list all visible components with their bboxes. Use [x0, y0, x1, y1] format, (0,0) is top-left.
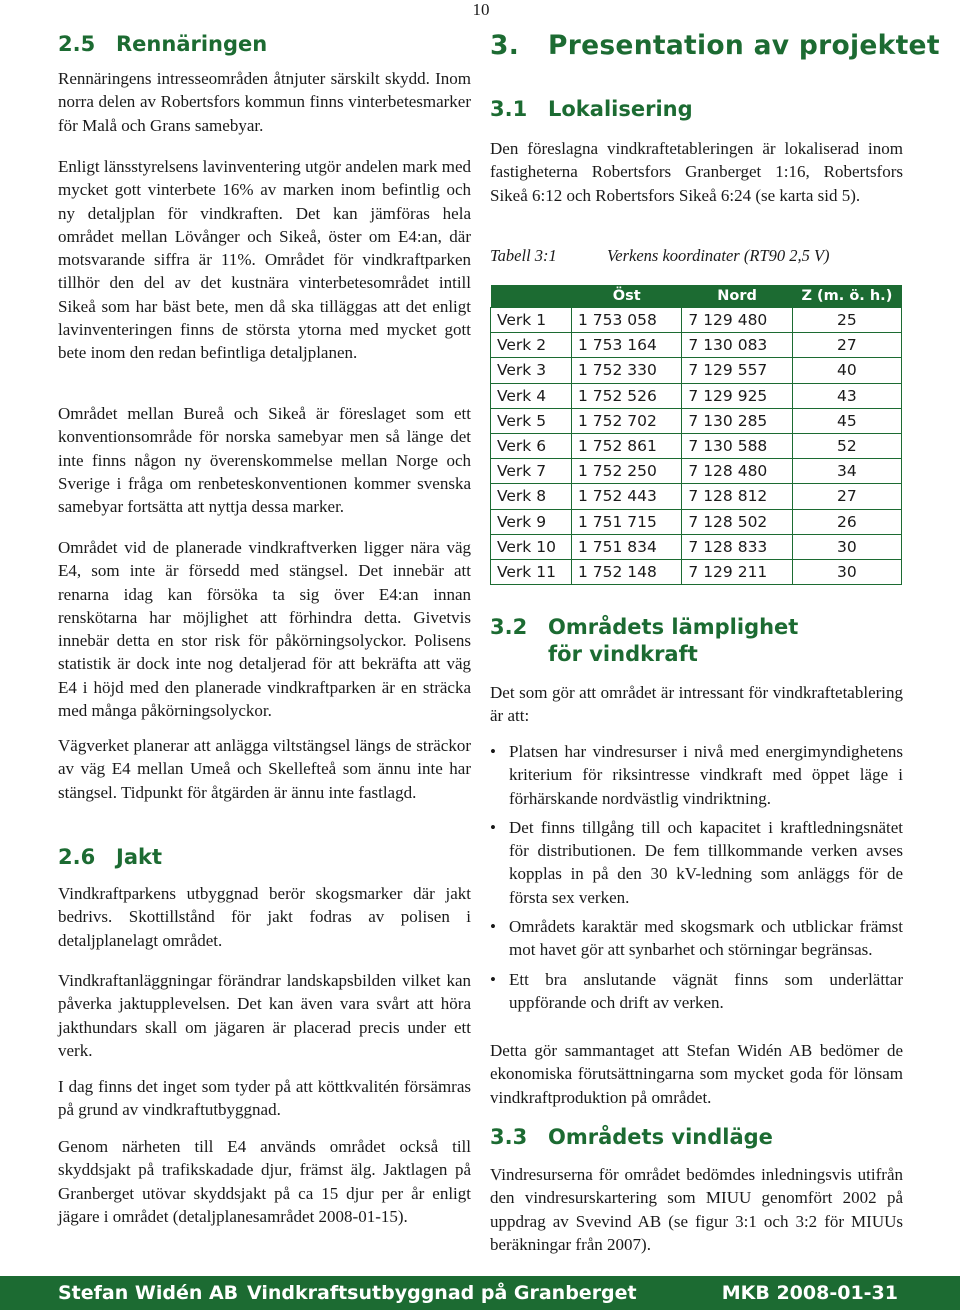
paragraph: Vindkraftparkens utbyggnad berör skogsmarker där jakt bedrivs. Skottillstånd för jakt fodras av polisen i detaljplanelagt området.: [58, 884, 471, 950]
table-row: [491, 534, 902, 559]
table-cell: 1 751 834: [572, 534, 682, 559]
table-row: [491, 308, 902, 333]
section-number: 3.1: [490, 97, 528, 121]
section-number: 2.6: [58, 845, 96, 869]
footer-title: Vindkraftsutbyggnad på Granberget: [247, 1282, 637, 1304]
table-cell: 34: [792, 459, 901, 484]
table-cell: 43: [792, 383, 901, 408]
page-number: 10: [472, 0, 490, 19]
table-cell: Verk 3: [491, 358, 572, 383]
list-item: • Ett bra anslutande vägnät finns som underlättar uppförande och drift av verken.: [490, 969, 903, 1012]
table-header-cell: Nord: [682, 285, 792, 308]
chapter-number: 3.: [490, 30, 520, 61]
section-heading-2-5: [58, 32, 267, 56]
paragraph: Området mellan Bureå och Sikeå är föreslaget som ett konventionsområde för norska samebyar men så länge det inte finns någon ny överenskommelse mellan Norge och Sverige i fråga om renbeteskonventionen kommer svenska samebyar fortsätta att nyttja dessa marker.: [58, 404, 471, 517]
list-item: • Områdets karaktär med skogsmark och utblickar främst mot havet gör att synbarhet och störningar begränsas.: [490, 917, 903, 960]
table-header-cell: [491, 285, 572, 308]
table-header-cell: Z (m. ö. h.): [792, 285, 901, 308]
table-cell: 7 128 812: [682, 484, 792, 509]
paragraph: Den föreslagna vindkraftetableringen är lokaliserad inom fastigheterna Robertsfors Granberget 1:16, Robertsfors Sikeå 6:12 och Robertsfors Sikeå 6:24 (se karta sid 5).: [490, 139, 903, 205]
table-row: [491, 383, 902, 408]
table-cell: 1 751 715: [572, 509, 682, 534]
table-cell: Verk 9: [491, 509, 572, 534]
table-cell: 45: [792, 408, 901, 433]
bullet-list: [490, 740, 903, 1020]
paragraph: Vindresurserna för området bedömdes inledningsvis utifrån den vindresurskartering som MIUU genomfört 2002 på uppdrag av Svevind AB (se figur 3:1 och 3:2 för MIUUs beräkningar från 2007).: [490, 1165, 903, 1254]
table-cell: 1 752 526: [572, 383, 682, 408]
table-cell: 1 752 250: [572, 459, 682, 484]
footer-bar: [0, 1276, 960, 1310]
table-cell: 1 752 443: [572, 484, 682, 509]
paragraph: Enligt länsstyrelsens lavinventering utgör andelen mark med mycket gott vinterbete 16% av marken inom befintlig och ny detaljplan för vindkraften. Det kan jämföras hela området mellan Lövånger och Sikeå, öster om E4:an, där motsvarande siffra är 11%. Området för vindkraftparken tillhör den del av det kustnära vinterbetesområdet intill Sikeå som har bäst bete, men då ska tilläggas att det enligt lavinventeringen finns de största ytorna med mycket gott bete inom den redan befintliga detaljplanen.: [58, 157, 471, 363]
section-heading-3-1: [490, 97, 693, 121]
table-cell: 7 130 083: [682, 333, 792, 358]
section-title: Lokalisering: [548, 97, 693, 121]
table-cell: 30: [792, 559, 901, 584]
table-cell: 7 129 480: [682, 308, 792, 333]
paragraph: Genom närheten till E4 används området också till skyddsjakt på trafikskadade djur, främst älg. Jaktlagen på Granberget utövar skyddsjakt på ca 15 djur per år enligt jägare i området (detaljplanesamrådet 2008-01-15).: [58, 1137, 471, 1226]
table-label: Tabell 3:1: [490, 246, 557, 265]
table-row: [491, 408, 902, 433]
table-cell: 7 130 588: [682, 433, 792, 458]
table-cell: 7 129 211: [682, 559, 792, 584]
table-row: [491, 484, 902, 509]
list-item: • Det finns tillgång till och kapacitet i kraftledningsnätet för distributionen. De fem tillkommande verken avses kopplas in på den 30 kV-ledning som anläggs för de första sex verken.: [490, 817, 903, 907]
table-row: [491, 459, 902, 484]
table-header-cell: Öst: [572, 285, 682, 308]
table-row: [491, 433, 902, 458]
table-row: [491, 333, 902, 358]
table-cell: Verk 2: [491, 333, 572, 358]
section-heading-3-3: [490, 1125, 773, 1149]
table-cell: Verk 8: [491, 484, 572, 509]
section-title: Områdets lämplighet: [548, 615, 799, 639]
section-heading-3-2: [490, 614, 798, 668]
table-cell: 40: [792, 358, 901, 383]
paragraph: Området vid de planerade vindkraftverken ligger nära väg E4, som inte är försedd med stängsel. Det innebär att renarna idag kan försöka ta sig över E4:an innan renskötarna har möjlighet att förhindra detta. Givetvis innebär detta en stor risk för påkörningsolyckor. Polisens statistik är dock inte nog detaljerad för att bekräfta att väg E4 i höjd med den planerade vindkraftparken är en sträcka med många påkörningsolyckor.: [58, 538, 471, 721]
table-caption: Verkens koordinater (RT90 2,5 V): [607, 246, 830, 265]
table-cell: 7 130 285: [682, 408, 792, 433]
section-title-continued: för vindkraft: [548, 642, 698, 666]
table-row: [491, 509, 902, 534]
table-cell: 1 752 330: [572, 358, 682, 383]
table-cell: Verk 5: [491, 408, 572, 433]
table-cell: 27: [792, 333, 901, 358]
section-number: 3.3: [490, 1125, 528, 1149]
paragraph: Vindkraftanläggningar förändrar landskapsbilden vilket kan påverka jaktupplevelsen. Det kan även vara svårt att höra jakthundars skall om jägaren är placerad precis under ett verk.: [58, 971, 471, 1060]
paragraph: Det som gör att området är intressant för vindkraftetablering är att:: [490, 683, 903, 726]
paragraph: Vägverket planerar att anlägga viltstängsel längs de sträckor av väg E4 mellan Umeå och Skellefteå som ännu inte har stängsel. Tidpunkt för åtgärden är ännu inte fastlagd.: [58, 736, 471, 802]
table-cell: 1 752 861: [572, 433, 682, 458]
paragraph: Detta gör sammantaget att Stefan Widén AB bedömer de ekonomiska förutsättningarna som mycket goda för lönsam vindkraftproduktion på området.: [490, 1041, 903, 1107]
table-cell: 7 129 557: [682, 358, 792, 383]
table-cell: 25: [792, 308, 901, 333]
chapter-title: Presentation av projektet: [548, 30, 940, 61]
table-header-row: [491, 285, 902, 308]
table-cell: Verk 1: [491, 308, 572, 333]
table-cell: Verk 7: [491, 459, 572, 484]
table-row: [491, 559, 902, 584]
table-cell: 7 128 502: [682, 509, 792, 534]
table-cell: 1 753 058: [572, 308, 682, 333]
table-cell: 7 129 925: [682, 383, 792, 408]
paragraph: I dag finns det inget som tyder på att köttkvalitén försämras på grund av vindkraftutbyggnad.: [58, 1077, 471, 1120]
section-heading-2-6: [58, 845, 162, 869]
section-number: 3.2: [490, 615, 528, 639]
section-title: Områdets vindläge: [548, 1125, 773, 1149]
table-cell: 26: [792, 509, 901, 534]
table-cell: 1 752 148: [572, 559, 682, 584]
table-cell: 1 753 164: [572, 333, 682, 358]
table-row: [491, 358, 902, 383]
table-cell: 27: [792, 484, 901, 509]
table-cell: 7 128 833: [682, 534, 792, 559]
table-cell: 30: [792, 534, 901, 559]
list-item: • Platsen har vindresurser i nivå med energimyndighetens kriterium för riksintresse vindkraft med öppet läge i förhärskande nordvästlig vindriktning.: [490, 742, 903, 808]
table-cell: 52: [792, 433, 901, 458]
coordinates-table: [490, 285, 902, 585]
table-cell: 1 752 702: [572, 408, 682, 433]
section-title: Rennäringen: [116, 32, 268, 56]
table-cell: Verk 6: [491, 433, 572, 458]
table-cell: Verk 4: [491, 383, 572, 408]
table-cell: Verk 11: [491, 559, 572, 584]
table-cell: Verk 10: [491, 534, 572, 559]
chapter-heading: [490, 30, 940, 61]
footer-doc-id: MKB 2008-01-31: [721, 1282, 898, 1304]
section-title: Jakt: [116, 845, 162, 869]
footer-company: Stefan Widén AB: [58, 1282, 239, 1304]
table-cell: 7 128 480: [682, 459, 792, 484]
paragraph: Rennäringens intresseområden åtnjuter särskilt skydd. Inom norra delen av Robertsfors kommun finns vinterbetesmarker för Malå och Grans samebyar.: [58, 69, 471, 135]
section-number: 2.5: [58, 32, 96, 56]
